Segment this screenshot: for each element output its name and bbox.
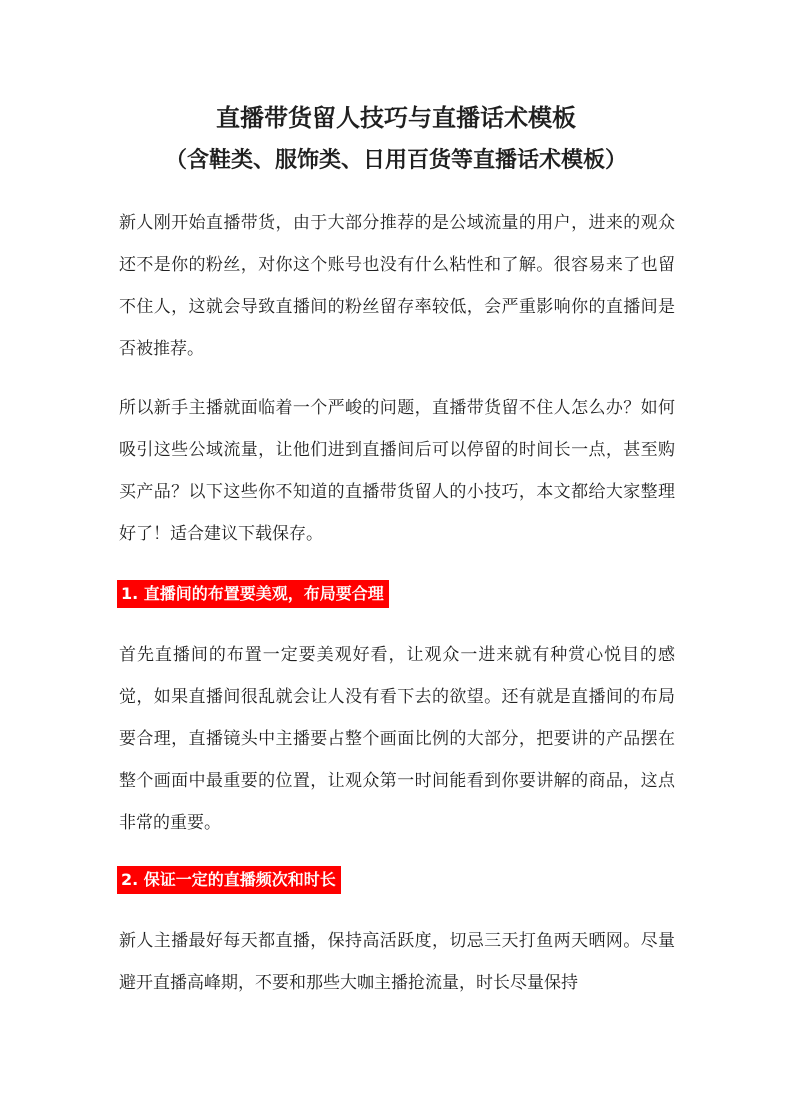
document-title: 直播带货留人技巧与直播话术模板 [216, 104, 576, 132]
section-body-1: 首先直播间的布置一定要美观好看，让观众一进来就有种赏心悦目的感觉，如果直播间很乱就会让人没有看下去的欲望。还有就是直播间的布局要合理，直播镜头中主播要占整个画面比例的大部分，把要讲的产品摆在整个画面中最重要的位置，让观众第一时间能看到你要讲解的商品，这点非常的重要。 [119, 645, 675, 833]
section-body-2: 新人主播最好每天都直播，保持高活跃度，切忌三天打鱼两天晒网。尽量避开直播高峰期，不要和那些大咖主播抢流量，时长尽量保持 [119, 931, 675, 993]
section-heading-2: 2. 保证一定的直播频次和时长 [117, 866, 341, 894]
document-subtitle: （含鞋类、服饰类、日用百货等直播话术模板） [164, 148, 627, 173]
intro-paragraph-2: 所以新手主播就面临着一个严峻的问题，直播带货留不住人怎么办？如何吸引这些公域流量，让他们进到直播间后可以停留的时间长一点，甚至购买产品？以下这些你不知道的直播带货留人的小技巧，本文都给大家整理好了！适合建议下载保存。 [119, 398, 675, 544]
intro-paragraph-1: 新人刚开始直播带货，由于大部分推荐的是公域流量的用户，进来的观众还不是你的粉丝，对你这个账号也没有什么粘性和了解。很容易来了也留不住人，这就会导致直播间的粉丝留存率较低，会严重影响你的直播间是否被推荐。 [119, 213, 675, 359]
section-heading-1: 1. 直播间的布置要美观，布局要合理 [117, 580, 389, 608]
